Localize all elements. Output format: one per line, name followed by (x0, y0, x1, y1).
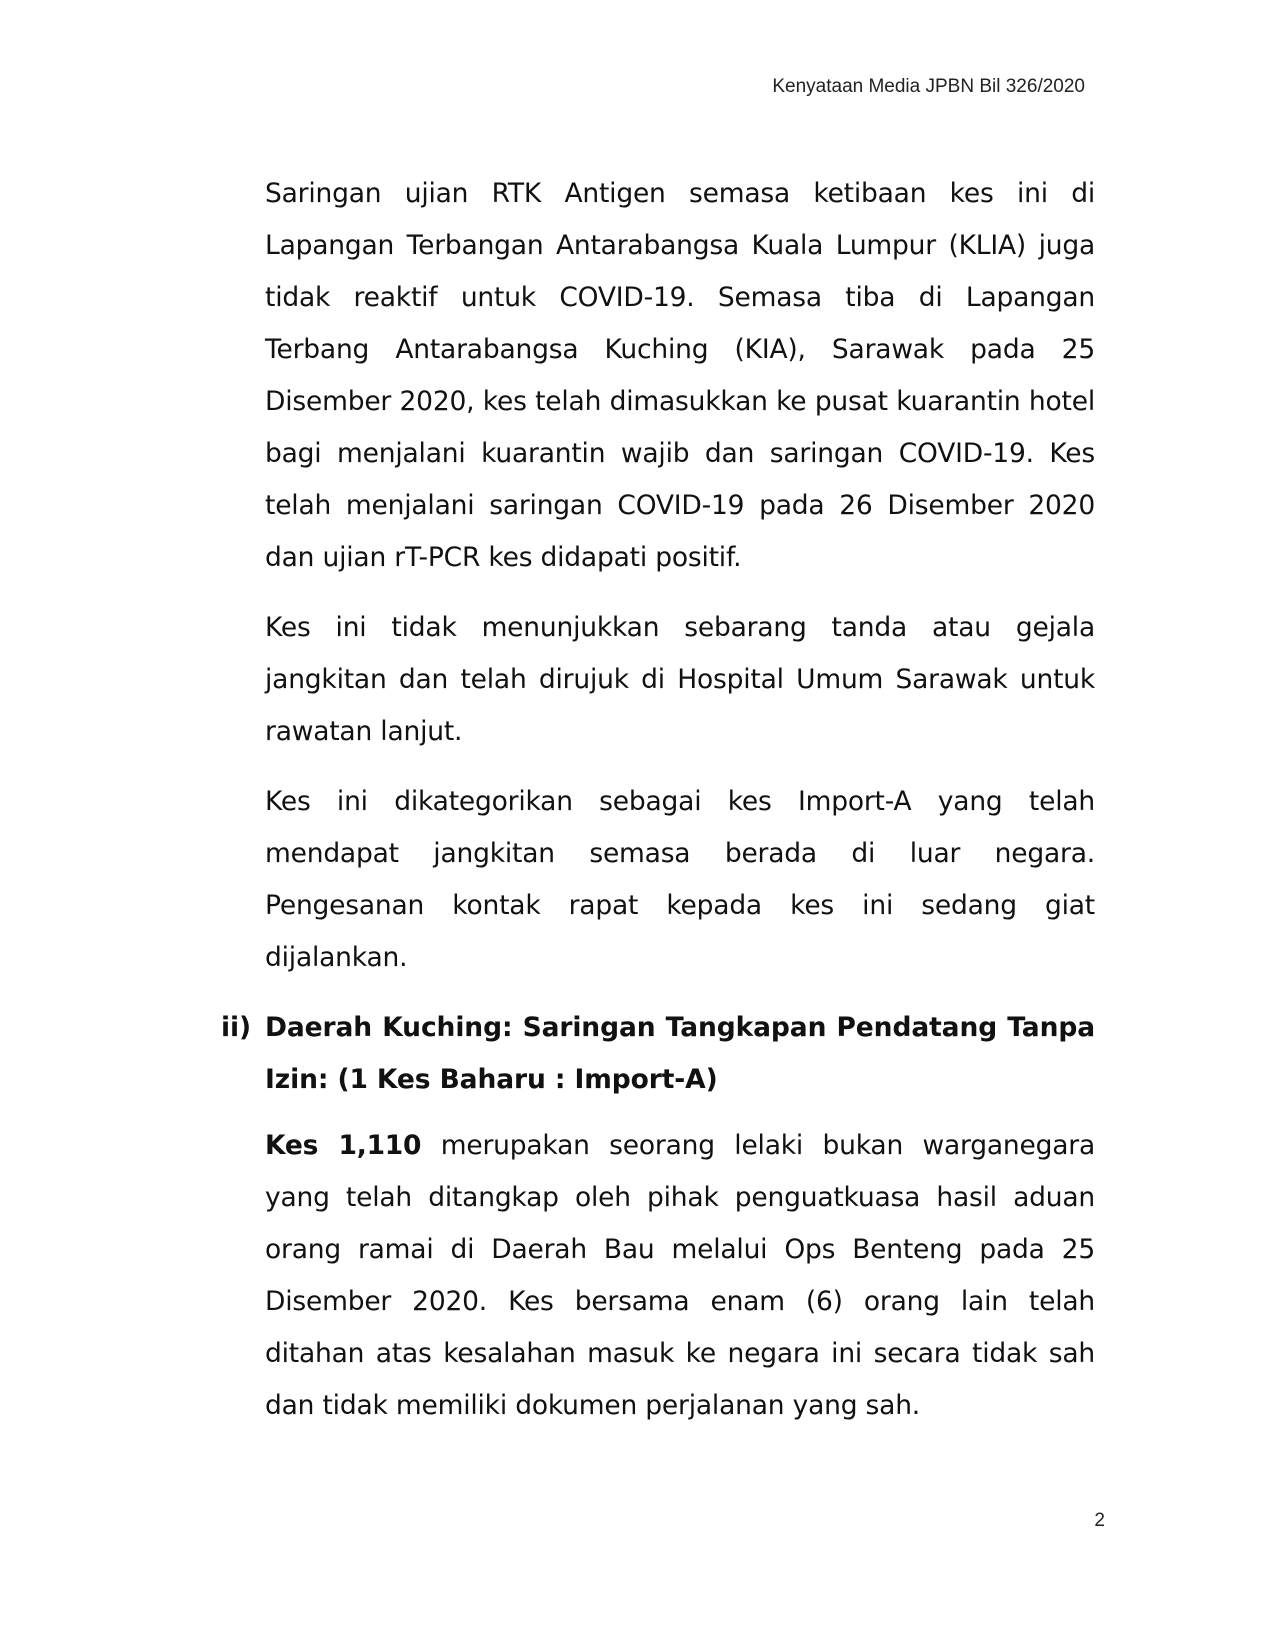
section-heading-text: Daerah Kuching: Saringan Tangkapan Pendatang Tanpa Izin: (1 Kes Baharu : Import-A) (265, 1012, 1095, 1095)
case-description: merupakan seorang lelaki bukan warganegara yang telah ditangkap oleh pihak penguatkuasa hasil aduan orang ramai di Daerah Bau melalui Ops Benteng pada 25 Disember 2020. Kes bersama enam (6) orang lain telah ditahan atas kesalahan masuk ke negara ini secara tidak sah dan tidak memiliki dokumen perjalanan yang sah. (265, 1130, 1095, 1421)
paragraph-case-1110 (265, 1120, 1095, 1432)
paragraph-import-category: Kes ini dikategorikan sebagai kes Import-A yang telah mendapat jangkitan semasa berada di luar negara. Pengesanan kontak rapat kepada kes ini sedang giat dijalankan. (265, 786, 1095, 973)
document-body (221, 168, 1095, 1432)
document-reference: Kenyataan Media JPBN Bil 326/2020 (772, 76, 1085, 97)
page-number: 2 (1094, 1510, 1105, 1531)
section-number: ii) (221, 1012, 251, 1043)
section-heading-daerah-kuching (221, 1002, 1095, 1106)
case-label: Kes 1,110 (265, 1130, 422, 1161)
paragraph-no-symptoms: Kes ini tidak menunjukkan sebarang tanda atau gejala jangkitan dan telah dirujuk di Hospital Umum Sarawak untuk rawatan lanjut. (265, 612, 1095, 747)
paragraph-rtk-antigen: Saringan ujian RTK Antigen semasa ketibaan kes ini di Lapangan Terbangan Antarabangsa Kuala Lumpur (KLIA) juga tidak reaktif untuk COVID-19. Semasa tiba di Lapangan Terbang Antarabangsa Kuching (KIA), Sarawak pada 25 Disember 2020, kes telah dimasukkan ke pusat kuarantin hotel bagi menjalani kuarantin wajib dan saringan COVID-19. Kes telah menjalani saringan COVID-19 pada 26 Disember 2020 dan ujian rT-PCR kes didapati positif. (265, 178, 1095, 573)
